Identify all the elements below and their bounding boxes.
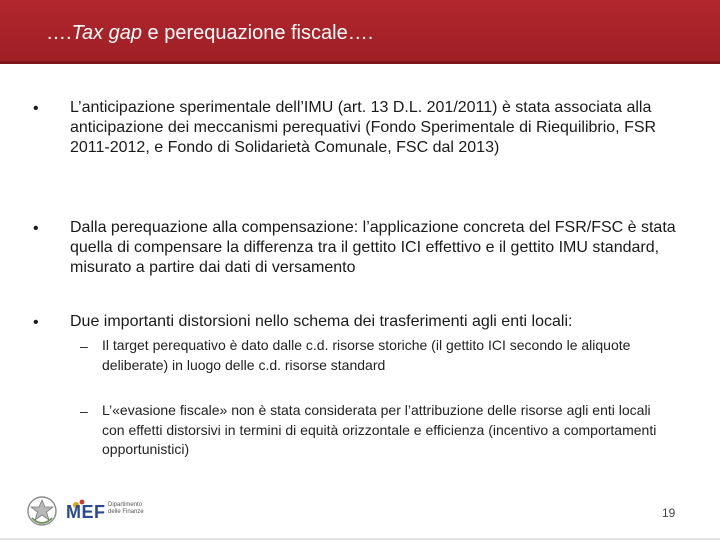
page-number: 19 xyxy=(662,506,676,520)
mef-logo-text: MEF xyxy=(66,502,106,522)
dash-marker: – xyxy=(80,338,88,354)
sub-item: L’«evasione fiscale» non è stata considerata per l’attribuzione delle risorse agli enti locali con effetti distorsivi in termini di equità orizzontale e efficienza (incentivo a comportamenti opportunistici) xyxy=(102,402,657,457)
bullet-item: L’anticipazione sperimentale dell’IMU (art. 13 D.L. 201/2011) è stata associata alla anticipazione dei meccanismi perequativi (Fondo Sperimentale di Riequilibrio, FSR 2011-2012, e Fondo di Solidarietà Comunale, FSC dal 2013) xyxy=(70,99,657,156)
sub-item: Il target perequativo è dato dalle c.d. risorse storiche (il gettito ICI secondo le aliquote deliberate) in luogo delle c.d. risorse standard xyxy=(102,337,631,373)
bullet-marker: • xyxy=(33,220,39,237)
bullet-marker: • xyxy=(33,100,39,117)
title-italic: Tax gap xyxy=(71,22,142,44)
bullet-item: Dalla perequazione alla compensazione: l’applicazione concreta del FSR/FSC è stata quella di compensare la differenza tra il gettito ICI effettivo e il gettito IMU standard, misurato a partire dai dati di versamento xyxy=(70,219,676,276)
mef-logo-subtext: Dipartimento delle Finanze xyxy=(108,502,144,515)
title-rest: e perequazione fiscale…. xyxy=(142,22,374,44)
title-prefix: …. xyxy=(46,22,72,44)
italian-republic-emblem-icon xyxy=(26,494,58,528)
dash-marker: – xyxy=(80,403,88,419)
bullet-item: Due importanti distorsioni nello schema dei trasferimenti agli enti locali: xyxy=(70,313,573,330)
title-bar xyxy=(0,0,720,64)
bullet-marker: • xyxy=(33,314,39,331)
slide-title xyxy=(46,20,373,46)
